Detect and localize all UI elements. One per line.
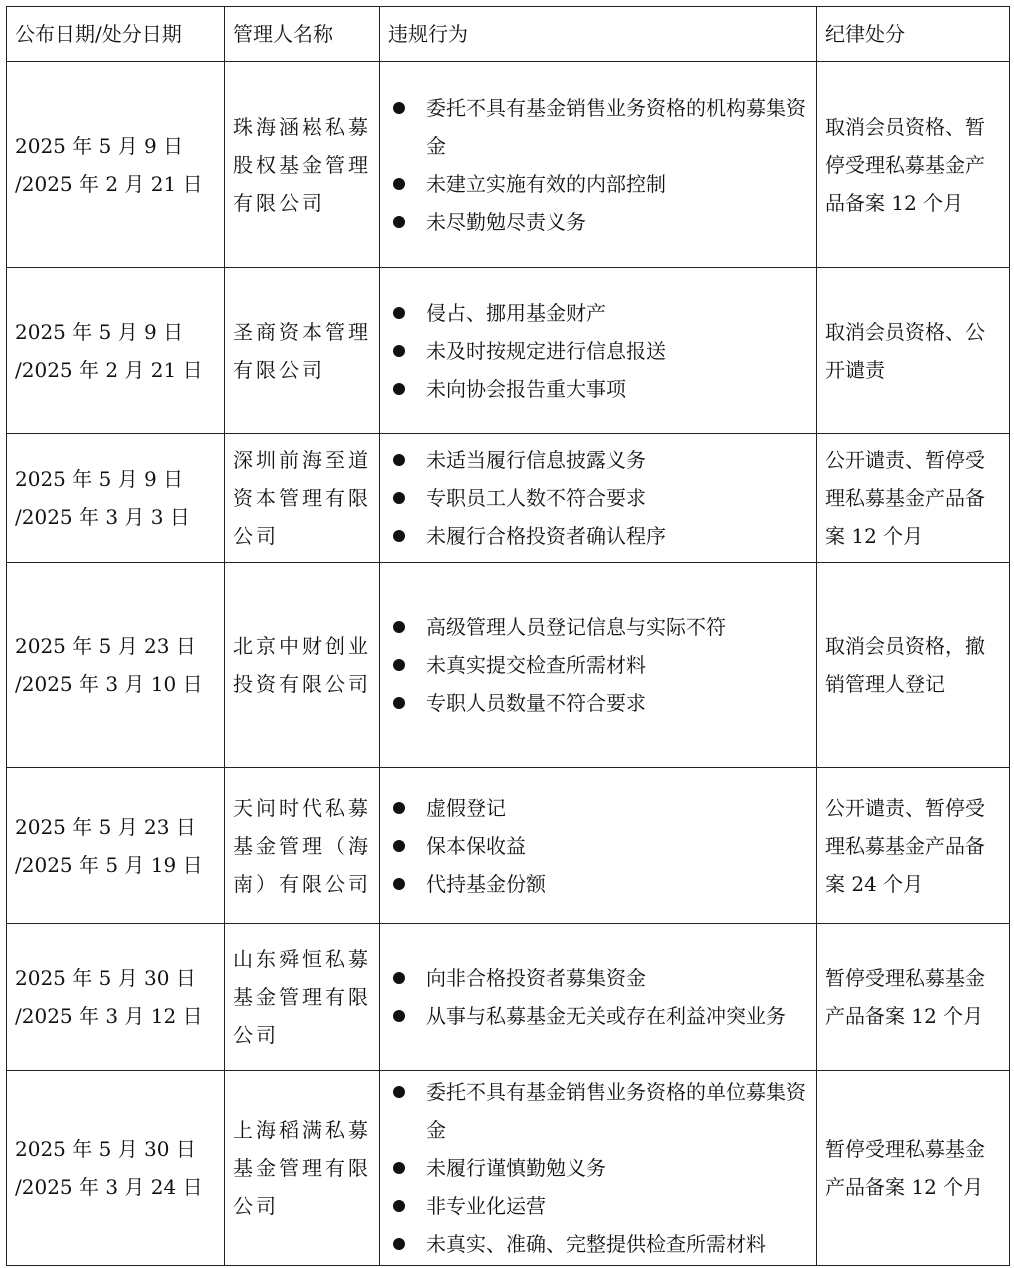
violation-text: 未履行谨慎勤勉义务 [426, 1156, 606, 1180]
violation-text: 未尽勤勉尽责义务 [426, 209, 586, 234]
violation-list [388, 441, 808, 555]
violation-list [388, 608, 808, 722]
violation-item [388, 89, 808, 165]
violation-item [388, 1225, 808, 1263]
cell-violations [380, 434, 817, 563]
violation-text: 专职员工人数不符合要求 [426, 486, 646, 510]
violation-item [388, 646, 808, 684]
cell-date: 2025 年 5 月 30 日 /2025 年 3 月 12 日 [7, 924, 225, 1071]
violation-text: 未建立实施有效的内部控制 [426, 171, 666, 196]
cell-date: 2025 年 5 月 30 日 /2025 年 3 月 24 日 [7, 1071, 225, 1266]
cell-manager-name: 天问时代私募基金管理（海南）有限公司 [225, 768, 380, 924]
violation-item [388, 294, 808, 332]
cell-violations [380, 268, 817, 434]
bullet-icon [393, 1238, 405, 1250]
cell-penalty: 取消会员资格、暂停受理私募基金产品备案 12 个月 [817, 62, 1010, 268]
cell-violations [380, 924, 817, 1071]
table-row [7, 1071, 1010, 1266]
violation-item [388, 332, 808, 370]
violation-item [388, 370, 808, 408]
violation-item [388, 827, 808, 865]
cell-violations [380, 768, 817, 924]
bullet-icon [393, 345, 405, 357]
violation-text: 侵占、挪用基金财产 [426, 300, 606, 325]
bullet-icon [393, 659, 405, 671]
cell-penalty: 取消会员资格、公开谴责 [817, 268, 1010, 434]
violation-item [388, 608, 808, 646]
bullet-icon [393, 307, 405, 319]
violation-item [388, 1187, 808, 1225]
violation-text: 未及时按规定进行信息报送 [426, 338, 666, 363]
cell-manager-name: 山东舜恒私募基金管理有限公司 [225, 924, 380, 1071]
bullet-icon [393, 1010, 405, 1022]
header-penalty: 纪律处分 [817, 7, 1010, 62]
violation-item [388, 865, 808, 903]
bullet-icon [393, 972, 405, 984]
header-date: 公布日期/处分日期 [7, 7, 225, 62]
bullet-icon [393, 802, 405, 814]
violation-list [388, 789, 808, 903]
bullet-icon [393, 383, 405, 395]
cell-penalty: 公开谴责、暂停受理私募基金产品备案 12 个月 [817, 434, 1010, 563]
violation-item [388, 165, 808, 203]
violation-item [388, 441, 808, 479]
header-row [7, 7, 1010, 62]
cell-date: 2025 年 5 月 9 日 /2025 年 2 月 21 日 [7, 62, 225, 268]
cell-manager-name: 上海稻满私募基金管理有限公司 [225, 1071, 380, 1266]
violation-text: 虚假登记 [426, 795, 506, 820]
violation-text: 委托不具有基金销售业务资格的机构募集资金 [426, 95, 806, 158]
violation-item [388, 203, 808, 241]
violation-text: 代持基金份额 [426, 871, 546, 896]
cell-penalty: 公开谴责、暂停受理私募基金产品备案 24 个月 [817, 768, 1010, 924]
violation-text: 委托不具有基金销售业务资格的单位募集资金 [426, 1080, 806, 1142]
violation-text: 从事与私募基金无关或存在利益冲突业务 [426, 1004, 786, 1028]
cell-date: 2025 年 5 月 23 日 /2025 年 5 月 19 日 [7, 768, 225, 924]
violation-item [388, 789, 808, 827]
table-row [7, 563, 1010, 768]
violation-list [388, 89, 808, 241]
violation-text: 保本保收益 [426, 833, 526, 858]
violation-text: 专职人员数量不符合要求 [426, 691, 646, 715]
bullet-icon [393, 621, 405, 633]
bullet-icon [393, 102, 405, 114]
violation-item [388, 959, 808, 997]
bullet-icon [393, 530, 405, 542]
violation-text: 未向协会报告重大事项 [426, 376, 626, 401]
cell-date: 2025 年 5 月 9 日 /2025 年 2 月 21 日 [7, 268, 225, 434]
cell-date: 2025 年 5 月 9 日 /2025 年 3 月 3 日 [7, 434, 225, 563]
violation-text: 未真实提交检查所需材料 [426, 653, 646, 677]
cell-manager-name: 圣商资本管理有限公司 [225, 268, 380, 434]
violation-item [388, 479, 808, 517]
bullet-icon [393, 1200, 405, 1212]
cell-penalty: 取消会员资格，撤销管理人登记 [817, 563, 1010, 768]
table-row [7, 768, 1010, 924]
bullet-icon [393, 1086, 405, 1098]
header-violations: 违规行为 [380, 7, 817, 62]
cell-penalty: 暂停受理私募基金产品备案 12 个月 [817, 1071, 1010, 1266]
violation-list [388, 294, 808, 408]
cell-violations [380, 1071, 817, 1266]
disciplinary-table [6, 6, 1010, 1266]
table-row [7, 268, 1010, 434]
cell-violations [380, 563, 817, 768]
table-row [7, 434, 1010, 563]
bullet-icon [393, 697, 405, 709]
table-row [7, 62, 1010, 268]
bullet-icon [393, 178, 405, 190]
bullet-icon [393, 1162, 405, 1174]
header-manager: 管理人名称 [225, 7, 380, 62]
violation-text: 未真实、准确、完整提供检查所需材料 [426, 1232, 766, 1256]
cell-manager-name: 北京中财创业投资有限公司 [225, 563, 380, 768]
violation-item [388, 1149, 808, 1187]
violation-item [388, 1073, 808, 1149]
bullet-icon [393, 454, 405, 466]
bullet-icon [393, 492, 405, 504]
violation-text: 未适当履行信息披露义务 [426, 448, 646, 472]
bullet-icon [393, 840, 405, 852]
cell-date: 2025 年 5 月 23 日 /2025 年 3 月 10 日 [7, 563, 225, 768]
violation-list [388, 1073, 808, 1263]
violation-text: 非专业化运营 [426, 1194, 546, 1218]
cell-manager-name: 深圳前海至道资本管理有限公司 [225, 434, 380, 563]
violation-item [388, 684, 808, 722]
bullet-icon [393, 216, 405, 228]
bullet-icon [393, 878, 405, 890]
table-row [7, 924, 1010, 1071]
violation-text: 未履行合格投资者确认程序 [426, 524, 666, 548]
violation-item [388, 517, 808, 555]
violation-list [388, 959, 808, 1035]
violation-item [388, 997, 808, 1035]
cell-violations [380, 62, 817, 268]
cell-manager-name: 珠海涵崧私募股权基金管理有限公司 [225, 62, 380, 268]
cell-penalty: 暂停受理私募基金产品备案 12 个月 [817, 924, 1010, 1071]
violation-text: 高级管理人员登记信息与实际不符 [426, 615, 726, 639]
violation-text: 向非合格投资者募集资金 [426, 966, 646, 990]
